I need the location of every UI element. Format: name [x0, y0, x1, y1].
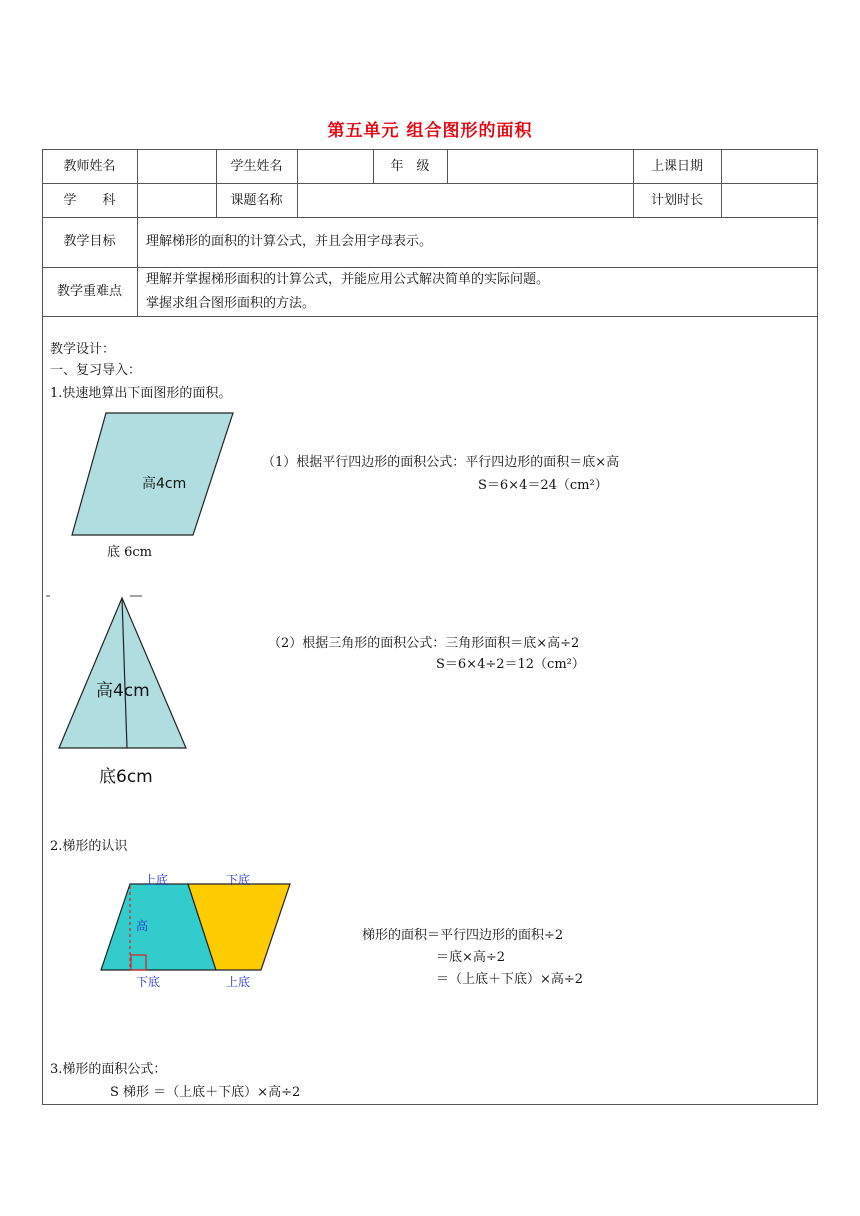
item-trapezoid-formula: 3.梯形的面积公式： [50, 1062, 167, 1077]
row-divider [42, 267, 818, 268]
trapezoid-formula: S 梯形 ＝（上底＋下底）×高÷2 [110, 1085, 301, 1100]
col-divider [137, 149, 138, 317]
student-name-label: 学生姓名 [230, 159, 283, 174]
triangle-base-label: 底6cm [99, 767, 153, 787]
triangle-formula: （2）根据三角形的面积公式：三角形面积＝底×高÷2 [268, 636, 580, 651]
top-right-label: 下底 [226, 873, 251, 887]
height-label: 高 [136, 919, 149, 933]
goal-label: 教学目标 [63, 234, 116, 249]
design-heading: 教学设计： [50, 342, 116, 357]
row-divider [42, 183, 818, 184]
parallelogram-calc: S＝6×4＝24（cm²） [478, 478, 608, 493]
item-quick-calc: 1.快速地算出下面图形的面积。 [50, 386, 232, 401]
teacher-name-label: 教师姓名 [63, 159, 116, 174]
row-divider [42, 217, 818, 218]
parallelogram-shape [72, 413, 233, 535]
top-left-label: 上底 [144, 873, 169, 887]
planned-duration-label: 计划时长 [650, 193, 703, 208]
page-title: 第五单元 组合图形的面积 [327, 121, 533, 141]
triangle-figure [46, 590, 196, 760]
class-date-label: 上课日期 [650, 159, 703, 174]
section-review: 一、复习导入： [50, 363, 142, 378]
key-points-label: 教学重难点 [56, 284, 122, 299]
item-trapezoid-intro: 2.梯形的认识 [50, 839, 128, 854]
triangle-height-label: 高4cm [96, 681, 150, 701]
subject-label: 学 科 [63, 193, 116, 208]
triangle-calc: S＝6×4÷2＝12（cm²） [436, 657, 585, 672]
trapezoid-figure [96, 868, 296, 994]
parallelogram-height-label: 高4cm [142, 476, 187, 492]
goal-text: 理解梯形的面积的计算公式，并且会用字母表示。 [146, 234, 433, 249]
trapezoid-area-line3: ＝（上底＋下底）×高÷2 [436, 972, 584, 987]
topic-label: 课题名称 [230, 193, 283, 208]
bottom-right-label: 上底 [226, 975, 251, 989]
col-divider [721, 149, 722, 217]
key-points-line1: 理解并掌握梯形面积的计算公式，并能应用公式解决简单的实际问题。 [146, 272, 550, 287]
col-divider [297, 149, 298, 217]
col-divider [447, 149, 448, 183]
bottom-left-label: 下底 [136, 975, 161, 989]
parallelogram-formula: （1）根据平行四边形的面积公式：平行四边形的面积＝底×高 [262, 455, 620, 470]
parallelogram-figure [66, 408, 238, 540]
grade-label: 年 级 [390, 159, 430, 174]
key-points-line2: 掌握求组合图形面积的方法。 [146, 296, 316, 311]
trapezoid-area-line1: 梯形的面积＝平行四边形的面积÷2 [362, 928, 564, 943]
trapezoid-area-line2: ＝底×高÷2 [436, 950, 506, 965]
parallelogram-base-label: 底 6cm [107, 545, 153, 560]
row-divider [42, 316, 818, 317]
